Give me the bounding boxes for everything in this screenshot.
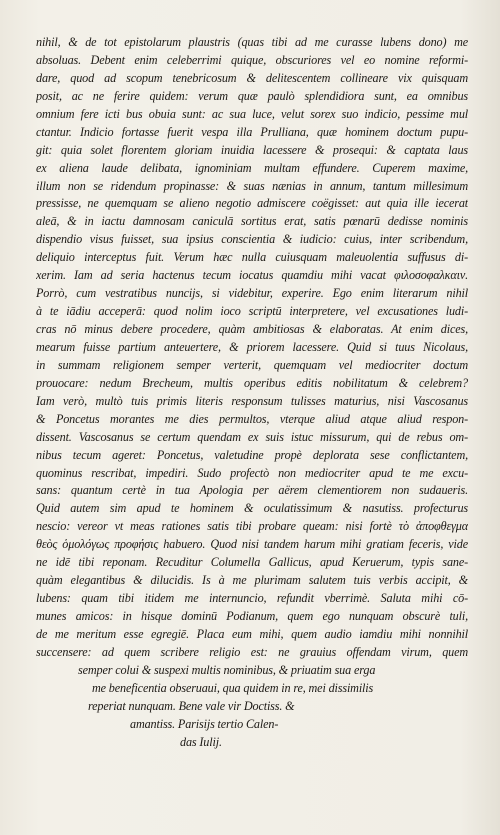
text-line: θεὸς ὁμολόγως προφήσις habuero. Quod nisi tandem harum mihi gratiam feceris, vide bbox=[36, 537, 468, 552]
text-line: reperiat nunquam. Bene vale vir Doctiss. & bbox=[88, 698, 295, 713]
text-line: semper colui & suspexi multis nominibus, & priuatim sua erga bbox=[78, 662, 376, 677]
text-line: Iam verò, multò tuis primis literis responsum tulisses maturius, nisi Vascosanus bbox=[36, 393, 468, 408]
text-line: pressisse, ne quemquam se alieno negotio admiscere coëgisset: aut quia ille iecerat bbox=[36, 196, 468, 211]
text-line: Porrò, cum vestratibus nuncijs, si videbitur, experire. Ego enim literarum nihil bbox=[36, 286, 468, 301]
text-line: quominus rescribat, impediri. Sudo profectò non mediocriter apud te me excu- bbox=[36, 465, 468, 480]
text-line: de me meritum esse egregiē. Placa eum mihi, quem audio iamdiu mihi nonnihil bbox=[36, 626, 468, 641]
text-line: posit, ac ne ferire quidem: verum quæ paulò splendidiora sunt, ea omnibus bbox=[36, 88, 468, 103]
text-line: in summam religionem semper verterit, quemquam vel mediocriter doctum bbox=[36, 357, 468, 372]
text-line: nihil, & de tot epistolarum plaustris (quas tibi ad me curasse lubens dono) me bbox=[36, 35, 468, 49]
text-line: me beneficentia obseruaui, qua quidem in re, mei dissimilis bbox=[92, 680, 374, 695]
text-line: absoluas. Debent enim celeberrimi quique, obscuriores vel eo nomine reformi- bbox=[36, 52, 468, 67]
latin-letter-text bbox=[36, 34, 468, 752]
text-line: ctantur. Indicio fortasse fuerit vespa illa Prulliana, quæ hominem doctum pupu- bbox=[36, 124, 468, 139]
text-line: nescio: vereor vt meas rationes satis tibi probare queam: nisi fortè τὸ ἀποφθεγμα bbox=[36, 519, 468, 534]
text-line: munes amicos: in hisque dominū Podianum, quem ego nunquam obscurè tuli, bbox=[36, 609, 468, 623]
text-line: sans: quantum certè in tua Apologia per aërem clementiorem non sudaueris. bbox=[36, 483, 468, 498]
text-line: mearum fuisse partium anteuertere, & priorem lacessere. Quid si tuus Nicolaus, bbox=[36, 339, 468, 354]
text-line: prouocare: nedum Brecheum, multis operibus editis nobilitatum & celebrem? bbox=[36, 375, 468, 390]
text-line: omnium fere icti bus obuia sunt: ac sua luce, velut sorex suo indicio, pessime mul bbox=[36, 106, 468, 121]
text-line: deliquio interceptus fuit. Verum hæc nulla cuiusquam maleuolentia suffusus di- bbox=[36, 250, 468, 265]
text-line: quàm elegantibus & dilucidis. Is à me plurimam salutem tuis verbis accipit, & bbox=[36, 573, 468, 588]
text-line: dissent. Vascosanus se certum quendam ex suis istuc missurum, qui de rebus om- bbox=[36, 429, 468, 444]
text-line: Quid autem sim apud te hominem & oculatissimum & nasutiss. profecturus bbox=[36, 501, 468, 516]
text-line: dispendio visus fuisset, sua ipsius conscientia & iudicio: cuius, inter scribendum, bbox=[36, 232, 468, 247]
text-line: xerim. Iam ad seria hactenus tecum iocatus quamdiu mihi vacat φιλοσοφαλκαιν. bbox=[36, 268, 468, 283]
text-line: succensere: ad quem scribere religio est: ne grauius offendam virum, quem bbox=[36, 644, 468, 659]
text-line: amantiss. Parisijs tertio Calen- bbox=[130, 716, 279, 731]
text-line: illum non se ridendum propinasse: & suas nænias in annum, tantum millesimum bbox=[36, 178, 468, 193]
text-line: nibus tecum ageret: Poncetus, valetudine propè deplorata sese conflictantem, bbox=[36, 447, 468, 462]
text-line: lubens: quam tibi itidem me internuncio, refundit vberrimè. Saluta mihi cō- bbox=[36, 591, 468, 606]
text-line: cras nō minus debere procedere, quàm ambitiosas & elaboratas. At enim dices, bbox=[36, 322, 468, 336]
text-line: & Poncetus morantes me dies permultos, vterque aliud atque aliud respon- bbox=[36, 411, 468, 426]
text-line: ne idē tibi reponam. Recuditur Columella Gallicus, apud Keruerum, typis sane- bbox=[36, 555, 468, 570]
text-line: dare, quod ad scopum tenebricosum & delitescentem collineare vix quisquam bbox=[36, 70, 468, 85]
text-line: à te iādiu acceperā: quod nolim ioco scriptū interpretere, vel excusationes ludi- bbox=[36, 304, 468, 319]
text-line: aleā, & in iactu damnosam caniculā sortitus erat, satis pœnarū dedisse nominis bbox=[36, 214, 468, 229]
text-line: ex aliena laude delibata, ignominiam multam effundere. Cuperem maxime, bbox=[36, 160, 468, 175]
text-line: git: quia solet florentem gloriam inuidia lacessere & prosequi: & captata laus bbox=[36, 142, 468, 157]
closing-date-line: das Iulij. bbox=[180, 734, 222, 749]
